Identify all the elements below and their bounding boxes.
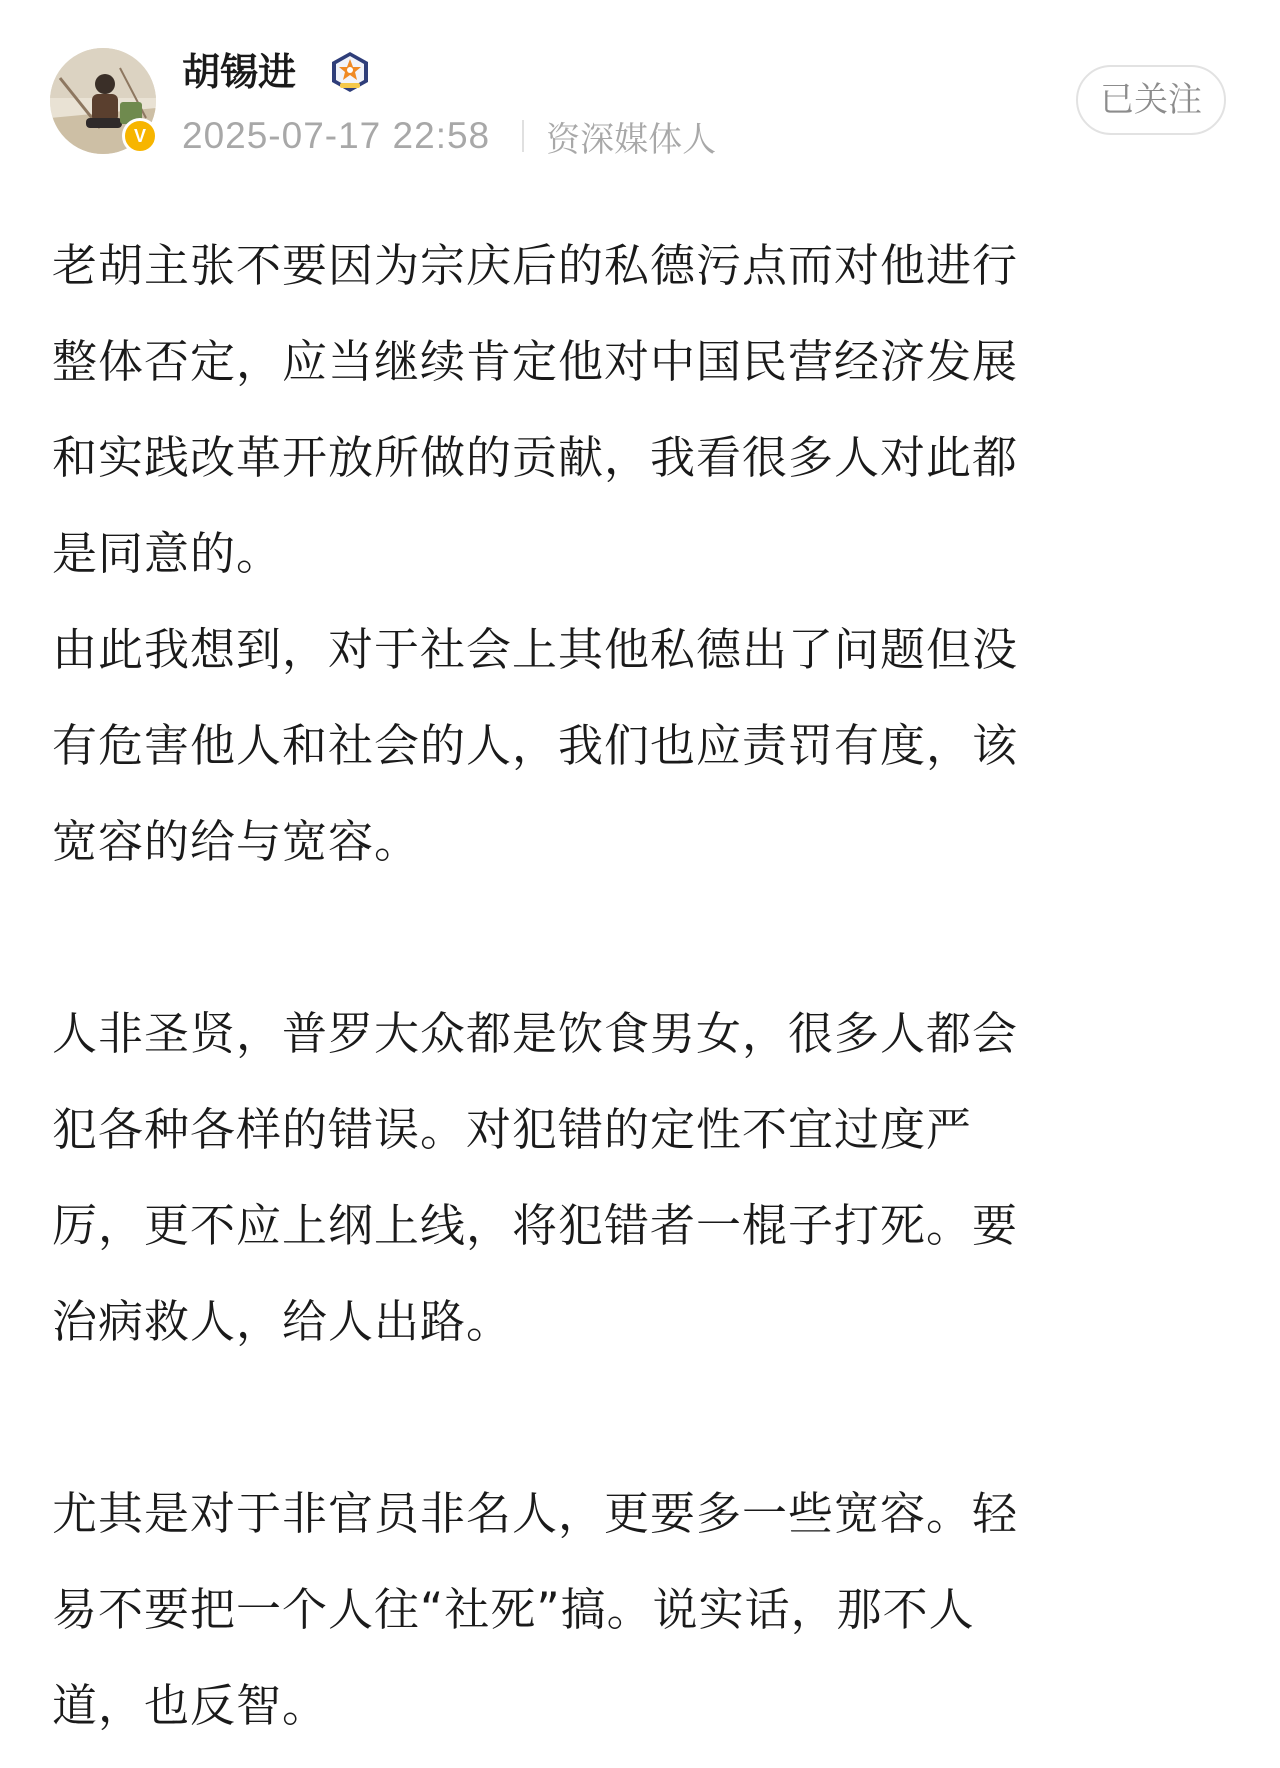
orange-star-rank-badge-icon[interactable] — [328, 50, 372, 94]
post-body — [52, 218, 1232, 1754]
post-meta — [182, 114, 716, 158]
paragraph-spacer — [52, 1370, 1232, 1466]
post-text-line: 老胡主张不要因为宗庆后的私德污点而对他进行 — [52, 239, 1019, 292]
paragraph-3 — [52, 986, 1232, 1370]
post-text-line: 治病救人，给人出路。 — [52, 1295, 513, 1348]
post-text-line: 人非圣贤，普罗大众都是饮食男女，很多人都会 — [52, 1007, 1019, 1060]
post-text-line: 尤其是对于非官员非名人，更要多一些宽容。轻 — [52, 1487, 1019, 1540]
author-name[interactable]: 胡锡进 — [182, 50, 297, 94]
follow-button[interactable]: 已关注 — [1076, 65, 1226, 135]
post-text-line: 和实践改革开放所做的贡献，我看很多人对此都 — [52, 431, 1019, 484]
post-text-line: 道，也反智。 — [52, 1679, 329, 1732]
post-text-line: 犯各种各样的错误。对犯错的定性不宜过度严 — [52, 1103, 973, 1156]
post-header — [0, 0, 1280, 190]
post-text-line: 整体否定，应当继续肯定他对中国民营经济发展 — [52, 335, 1019, 388]
paragraph-spacer — [52, 890, 1232, 986]
author-avatar[interactable] — [50, 48, 156, 154]
post-text-line: 易不要把一个人往“社死”搞。说实话，那不人 — [52, 1583, 975, 1636]
paragraph-4 — [52, 1466, 1232, 1754]
paragraph-2 — [52, 602, 1232, 890]
post-timestamp: 2025-07-17 22:58 — [182, 115, 491, 156]
post-text-line: 有危害他人和社会的人，我们也应责罚有度，该 — [52, 719, 1019, 772]
post-text-line: 宽容的给与宽容。 — [52, 815, 421, 868]
meta-divider — [522, 120, 524, 152]
post-text-line: 由此我想到，对于社会上其他私德出了问题但没 — [52, 623, 1019, 676]
verified-v-icon: V — [122, 118, 158, 154]
paragraph-1 — [52, 218, 1232, 602]
post-text-line: 厉，更不应上纲上线，将犯错者一棍子打死。要 — [52, 1199, 1019, 1252]
post-text-line: 是同意的。 — [52, 527, 283, 580]
author-title: 资深媒体人 — [546, 119, 717, 160]
